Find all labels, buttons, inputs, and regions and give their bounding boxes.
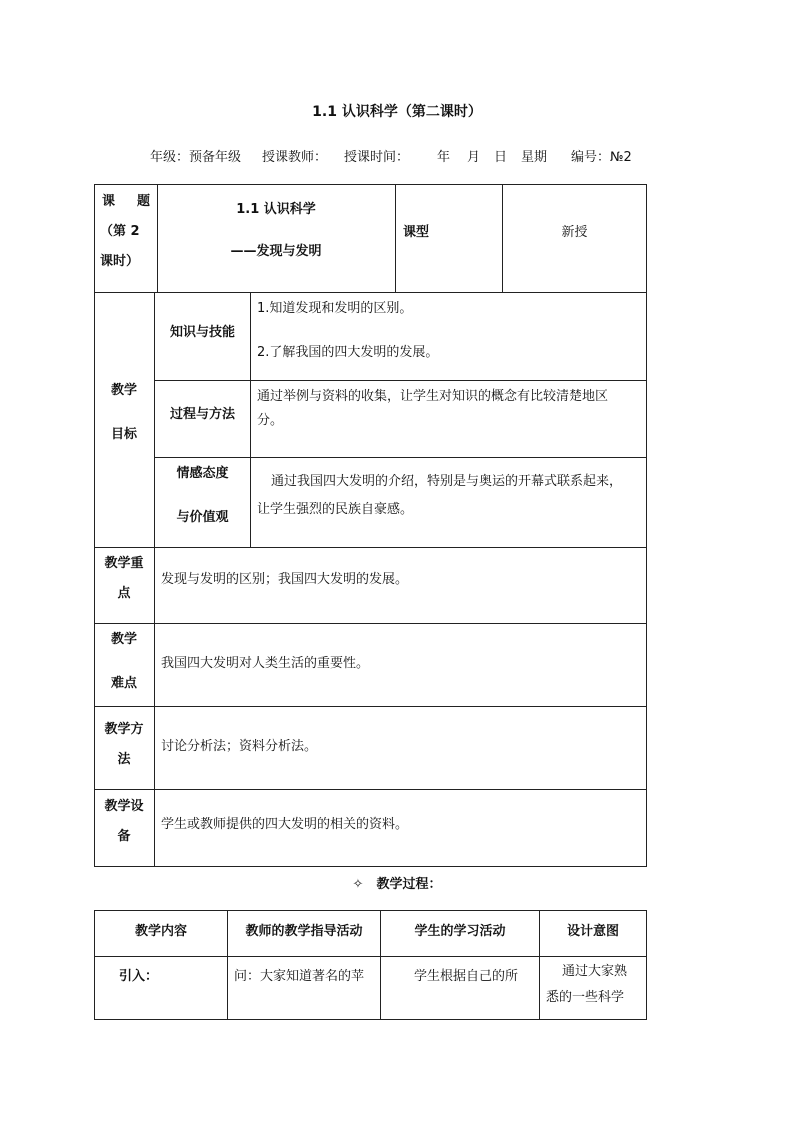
difficulty-text: 我国四大发明对人类生活的重要性。 — [161, 656, 370, 671]
process-method-text — [257, 385, 645, 433]
topic-label-line: 课 题 — [102, 194, 150, 209]
equipment-label — [94, 795, 154, 849]
header-content: 教学内容 — [134, 924, 187, 939]
knowledge-skills-text — [257, 297, 642, 365]
process-heading: ✧ 教学过程： — [352, 877, 442, 892]
header-design-intent: 设计意图 — [566, 924, 619, 939]
emotion-text-line: 通过我国四大发明的介绍，特别是与奥运的开幕式联系起来， — [271, 474, 623, 489]
design-intent-line: 悉的一些科学 — [546, 990, 625, 1005]
emotion-label-line: 与价值观 — [176, 510, 229, 525]
equipment-label-line: 备 — [117, 829, 131, 844]
key-label-line: 点 — [117, 586, 131, 601]
teaching-goals-label — [94, 380, 154, 446]
difficulty-label-line: 难点 — [110, 676, 137, 691]
lesson-meta-line — [150, 146, 650, 165]
time-field: 授课时间： — [344, 150, 410, 165]
month-field: 月 — [467, 150, 481, 165]
topic-label-line: （第 2 — [100, 224, 140, 239]
emotion-label-line: 情感态度 — [176, 466, 229, 481]
row-teacher-activity: 问：大家知道著名的苹 — [234, 969, 365, 984]
topic-label-line: 课时） — [100, 254, 140, 269]
header-student-activity: 学生的学习活动 — [414, 924, 506, 939]
method-text: 讨论分析法；资料分析法。 — [161, 739, 318, 754]
row-design-intent — [546, 965, 644, 1011]
process-method-label: 过程与方法 — [169, 407, 235, 422]
goals-label-line: 教学 — [110, 383, 137, 398]
topic-value-line: ——发现与发明 — [230, 244, 322, 259]
key-points-label — [94, 552, 154, 606]
goals-label-line: 目标 — [110, 427, 137, 442]
document-title: 1.1 认识科学（第二课时） — [312, 104, 482, 120]
topic-value-line: 1.1 认识科学 — [236, 202, 316, 217]
header-teacher-activity: 教师的教学指导活动 — [245, 924, 363, 939]
lesson-type-value: 新授 — [561, 225, 588, 240]
day-field: 日 — [494, 150, 508, 165]
design-intent-line: 通过大家熟 — [562, 964, 628, 979]
key-label-line: 教学重 — [104, 556, 144, 571]
topic-value — [158, 198, 394, 264]
weekday-field: 星期 — [521, 150, 548, 165]
grade-field: 年级：预备年级 — [150, 150, 242, 165]
knowledge-item: 1.知道发现和发明的区别。 — [257, 301, 413, 316]
difficulty-label-line: 教学 — [110, 632, 137, 647]
emotion-values-label — [155, 462, 250, 530]
row-content: 引入： — [119, 969, 159, 984]
emotion-text-line: 让学生强烈的民族自豪感。 — [257, 502, 414, 517]
teacher-field: 授课教师： — [262, 150, 328, 165]
key-points-text: 发现与发明的区别；我国四大发明的发展。 — [161, 572, 409, 587]
process-text-line: 通过举例与资料的收集，让学生对知识的概念有比较清楚地区 — [257, 389, 609, 404]
lesson-type-label: 课型 — [403, 225, 430, 240]
number-field: 编号：№2 — [571, 150, 632, 165]
knowledge-skills-label: 知识与技能 — [169, 325, 235, 340]
topic-label — [100, 187, 154, 277]
row-student-activity: 学生根据自己的所 — [414, 969, 519, 984]
year-field: 年 — [437, 150, 451, 165]
emotion-values-text — [257, 468, 645, 524]
equipment-text: 学生或教师提供的四大发明的相关的资料。 — [161, 817, 409, 832]
knowledge-item: 2.了解我国的四大发明的发展。 — [257, 345, 439, 360]
method-label-line: 教学方 — [104, 722, 144, 737]
method-label — [94, 718, 154, 772]
equipment-label-line: 教学设 — [104, 799, 144, 814]
difficulty-label — [94, 628, 154, 696]
method-label-line: 法 — [117, 752, 131, 767]
process-text-line: 分。 — [257, 413, 284, 428]
